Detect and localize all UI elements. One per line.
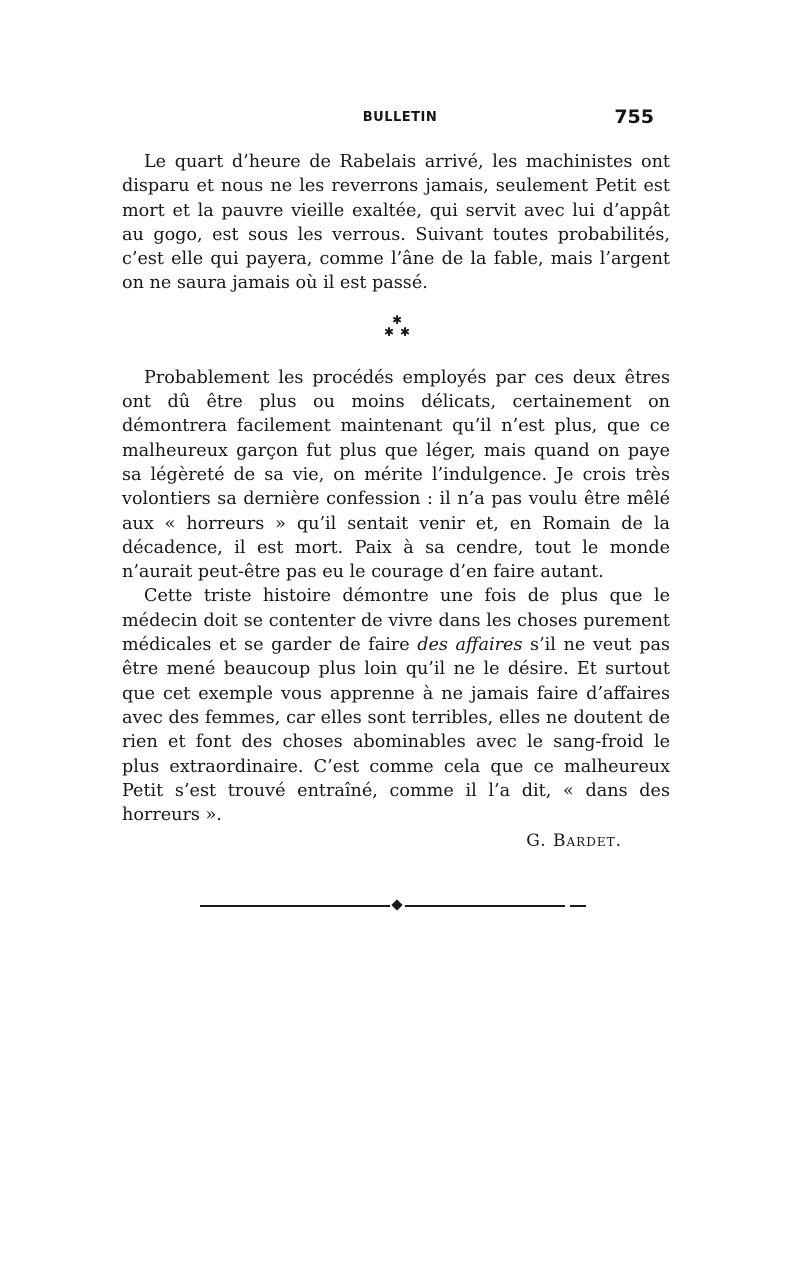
asterism-star-top: ✱	[392, 312, 403, 327]
rule-right-line	[405, 905, 565, 907]
signature	[122, 829, 670, 853]
page-header	[120, 106, 680, 136]
paragraph-3	[122, 584, 670, 827]
running-title: BULLETIN	[362, 110, 438, 125]
end-ornament-rule	[200, 900, 600, 912]
diamond-ornament-icon	[391, 899, 402, 910]
signature-surname: Bardet.	[553, 831, 622, 852]
paragraph-3-after: s’il ne veut pas être mené beaucoup plus loin qu’il ne le désire. Et surtout que cet exemple vous apprenne à ne jamais faire d’affaires avec des femmes, car elles sont terribles, elles ne doutent de rien et font des choses abominables avec le sang-froid le plus extraordinaire. C’est comme cela que ce malheureux Petit s’est trouvé entraîné, comme il l’a dit, « dans des horreurs ».	[122, 635, 670, 826]
paragraph-2: Probablement les procédés employés par ces deux êtres ont dû être plus ou moins délicats, certainement on démontrera facilement maintenant qu’il n’est plus, que ce malheureux garçon fut plus que léger, mais quand on paye sa légèreté de sa vie, on mérite l’indulgence. Je crois très volontiers sa dernière confession : il n’a pas voulu être mêlé aux « horreurs » qu’il sentait venir et, en Romain de la décadence, il est mort. Paix à sa cendre, tout le monde n’aurait peut-être pas eu le courage d’en faire autant.	[122, 367, 670, 583]
asterism	[122, 296, 670, 366]
signature-initial: G.	[526, 831, 547, 852]
article-body	[122, 150, 670, 854]
rule-end-dash	[570, 905, 586, 907]
asterism-star-right: ✱	[400, 324, 411, 339]
paragraph-3-before: Cette triste histoire démontre une fois de plus que le médecin doit se contenter de vivre dans les choses purement médicales et se garder de faire	[122, 586, 670, 656]
page-number: 755	[614, 106, 654, 128]
paragraph-1: Le quart d’heure de Rabelais arrivé, les machinistes ont disparu et nous ne les reverrons jamais, seulement Petit est mort et la pauvre vieille exaltée, qui servit avec lui d’appât au gogo, est sous les verrous. Suivant toutes probabilités, c’est elle qui payera, comme l’âne de la fable, mais l’argent on ne saura jamais où il est passé.	[122, 152, 670, 294]
rule-left-line	[200, 905, 390, 907]
emphasis-des-affaires: des affaires	[417, 635, 523, 656]
asterism-star-left: ✱	[384, 324, 395, 339]
